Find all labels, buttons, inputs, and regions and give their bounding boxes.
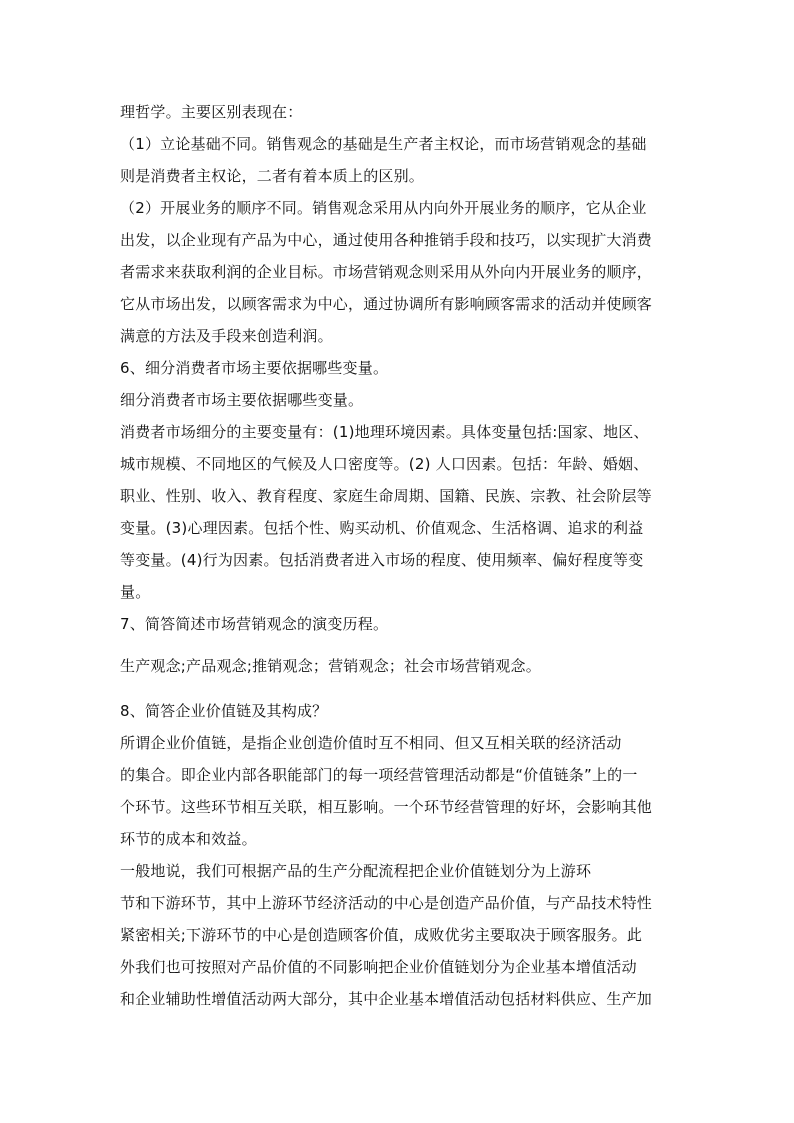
question-7-answer: 生产观念;产品观念;推销观念；营销观念；社会市场营销观念。 [120,657,541,675]
difference-1-line: 则是消费者主权论，二者有着本质上的区别。 [120,167,425,185]
question-7-title: 7、简答简述市场营销观念的演变历程。 [120,615,389,633]
question-8-paragraph-2-line: 外我们也可按照对产品价值的不同影响把企业价值链划分为企业基本增值活动 [120,958,637,976]
intro-line: 理哲学。主要区别表现在： [120,103,303,121]
difference-2-line: （2）开展业务的顺序不同。销售观念采用从内向外开展业务的顺序，它从企业 [120,199,647,217]
difference-2-line: 者需求来获取利润的企业目标。市场营销观念则采用从外向内开展业务的顺序， [120,263,653,281]
question-8-paragraph-2-line: 和企业辅助性增值活动两大部分，其中企业基本增值活动包括材料供应、生产加 [120,990,653,1008]
question-8-title: 8、简答企业价值链及其构成？ [120,702,328,720]
question-6-repeat: 细分消费者市场主要依据哪些变量。 [120,391,364,409]
question-6-answer-line: 城市规模、不同地区的气候及人口密度等。(2) 人口因素。包括：年龄、婚姻、 [120,455,649,473]
question-6-answer-line: 量。 [120,583,151,601]
difference-2-line: 满意的方法及手段来创造利润。 [120,327,333,345]
difference-1-line: （1）立论基础不同。销售观念的基础是生产者主权论，而市场营销观念的基础 [120,135,647,153]
question-6-answer-line: 消费者市场细分的主要变量有：(1)地理环境因素。具体变量包括:国家、地区、 [120,423,649,441]
question-6-answer-line: 职业、性别、收入、教育程度、家庭生命周期、国籍、民族、宗教、社会阶层等 [120,487,653,505]
question-8-paragraph-1-line: 环节的成本和效益。 [120,830,257,848]
spacer [120,640,680,650]
question-8-paragraph-1-line: 个环节。这些环节相互关联，相互影响。一个环节经营管理的好坏，会影响其他 [120,798,653,816]
question-6-answer-line: 等变量。(4)行为因素。包括消费者进入市场的程度、使用频率、偏好程度等变 [120,551,644,569]
question-8-paragraph-2-line: 节和下游环节，其中上游环节经济活动的中心是创造产品价值，与产品技术特性 [120,894,653,912]
question-6-answer-line: 变量。(3)心理因素。包括个性、购买动机、价值观念、生活格调、追求的利益 [120,519,644,537]
question-8-paragraph-2-line: 一般地说，我们可根据产品的生产分配流程把企业价值链划分为上游环 [120,862,592,880]
spacer [120,682,680,695]
difference-2-line: 它从市场出发，以顾客需求为中心，通过协调所有影响顾客需求的活动并使顾客 [120,295,653,313]
question-8-paragraph-1-line: 的集合。即企业内部各职能部门的每一项经营管理活动都是“价值链条”上的一 [120,766,638,784]
question-8-paragraph-2-line: 紧密相关;下游环节的中心是创造顾客价值，成败优劣主要取决于顾客服务。此 [120,926,643,944]
difference-2-line: 出发，以企业现有产品为中心，通过使用各种推销手段和技巧，以实现扩大消费 [120,231,653,249]
document-body [120,96,680,1015]
question-6-title: 6、细分消费者市场主要依据哪些变量。 [120,359,389,377]
question-8-paragraph-1-line: 所谓企业价值链，是指企业创造价值时互不相同、但又互相关联的经济活动 [120,734,622,752]
